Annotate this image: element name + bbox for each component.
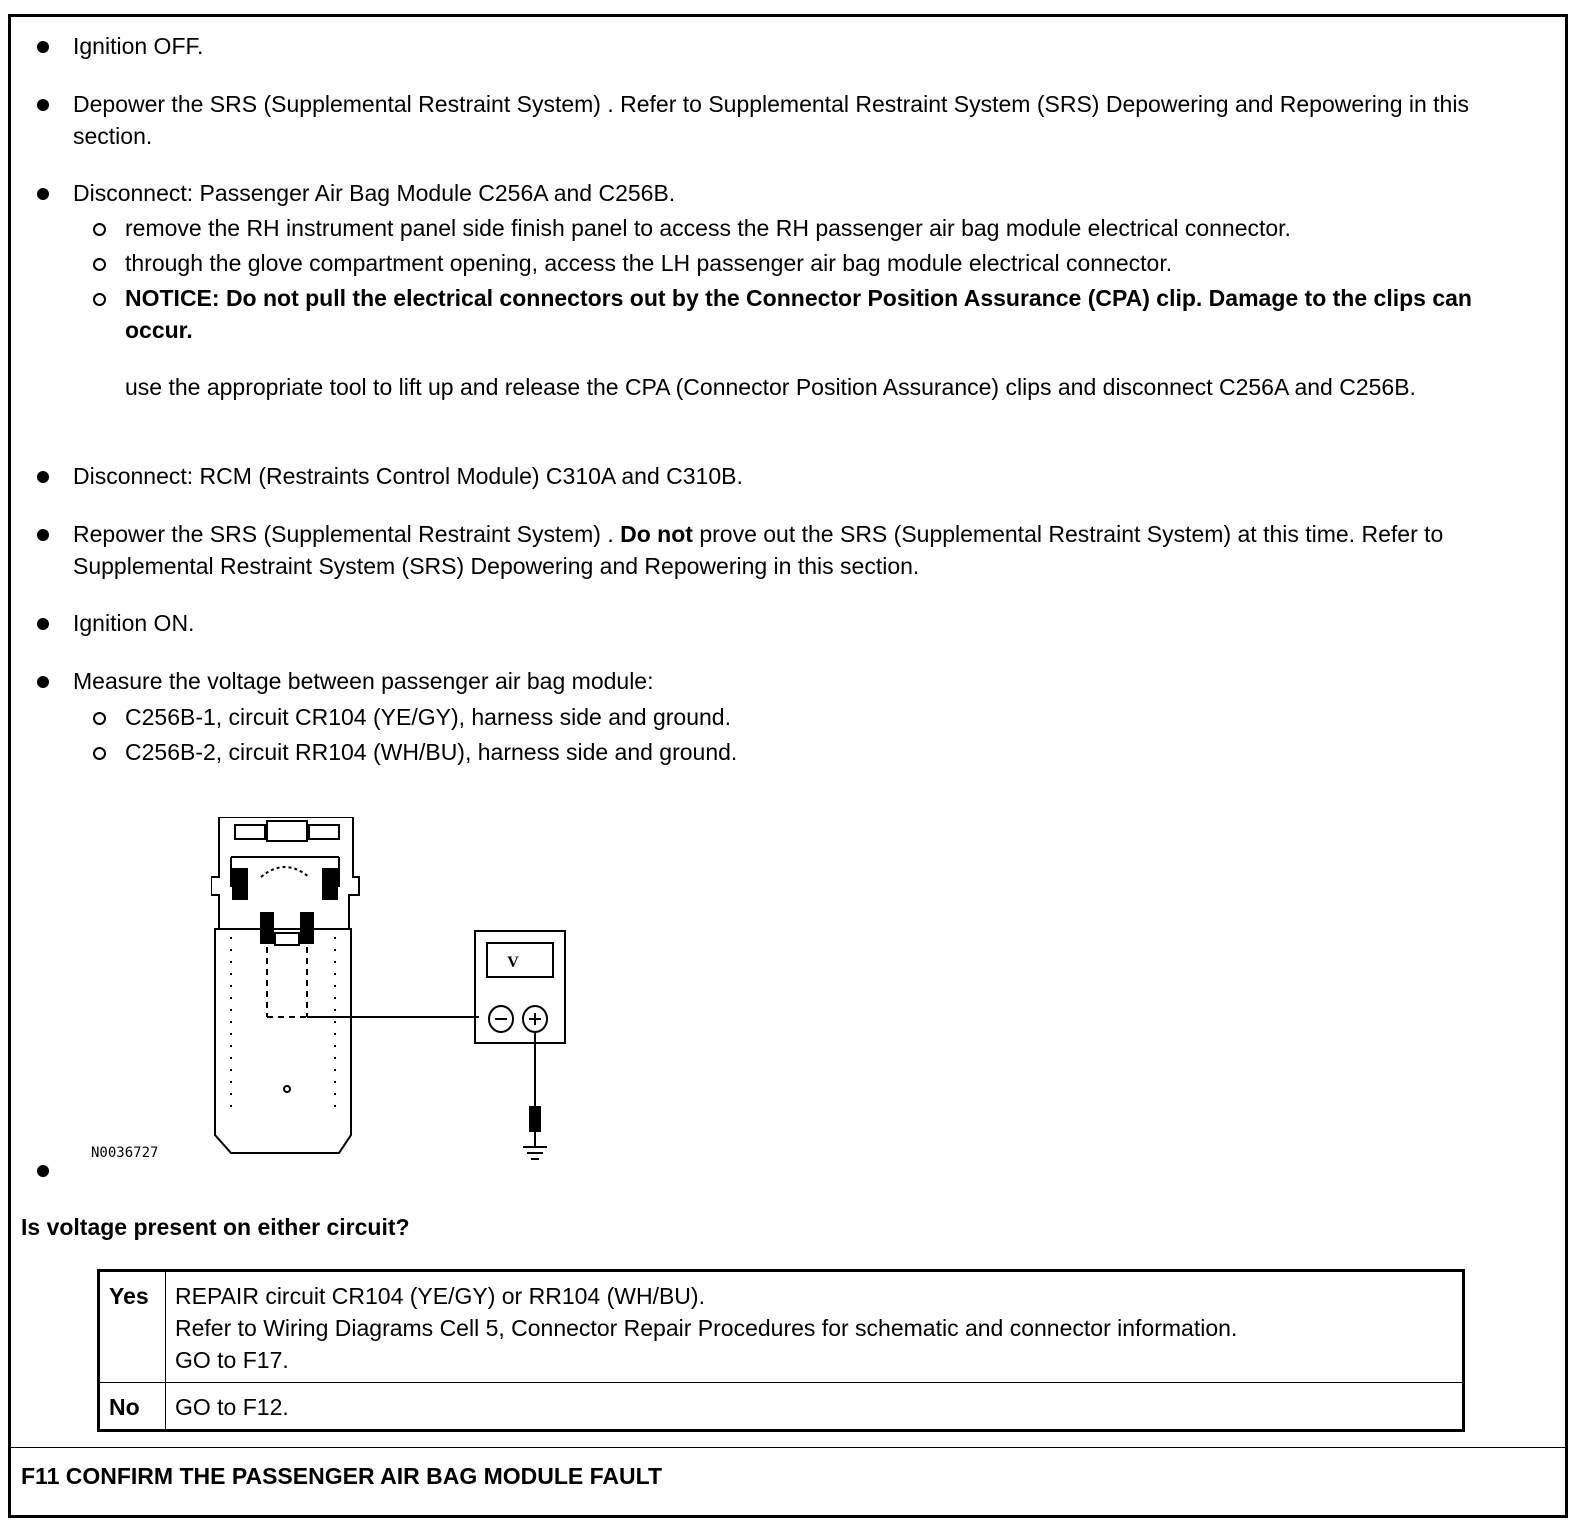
step-depower-srs: Depower the SRS (Supplemental Restraint System) . Refer to Supplemental Restraint System (SRS) Depowering and Repowering in this section. — [73, 91, 1469, 149]
sub-bullet-icon — [93, 747, 106, 760]
substep-c256b-1: C256B-1, circuit CR104 (YE/GY), harness side and ground. — [125, 704, 731, 730]
airbag-module-body — [215, 929, 351, 1153]
substep-glove-compartment: through the glove compartment opening, access the LH passenger air bag module electrical connector. — [125, 250, 1173, 276]
answer-value-no — [166, 1383, 1464, 1431]
bullet-icon — [37, 529, 49, 541]
question: Is voltage present on either circuit? — [21, 1214, 410, 1240]
step-ignition-on: Ignition ON. — [73, 610, 195, 636]
substep-notice: NOTICE: Do not pull the electrical connectors out by the Connector Position Assurance (CPA) clip. Damage to the clips can occur. — [125, 285, 1472, 343]
answer-value-yes — [166, 1271, 1464, 1383]
step-measure-voltage: Measure the voltage between passenger air bag module: — [73, 668, 654, 694]
next-step-header — [11, 1447, 1565, 1516]
answer-yes-line-1: REPAIR circuit CR104 (YE/GY) or RR104 (WH/BU). — [175, 1283, 705, 1309]
answer-no-line-1: GO to F12. — [175, 1394, 289, 1420]
substep-c256b-2: C256B-2, circuit RR104 (WH/BU), harness side and ground. — [125, 739, 738, 765]
bullet-icon — [37, 188, 49, 200]
answer-table — [97, 1269, 1465, 1432]
answer-key-no: No — [99, 1383, 166, 1431]
bullet-icon — [37, 99, 49, 111]
sub-bullet-icon — [93, 712, 106, 725]
sub-bullet-icon — [93, 293, 106, 306]
bullet-icon — [37, 471, 49, 483]
bullet-icon — [37, 618, 49, 630]
substep-remove-panel: remove the RH instrument panel side finish panel to access the RH passenger air bag module electrical connector. — [125, 215, 1291, 241]
answer-key-yes: Yes — [99, 1271, 166, 1383]
step-ignition-off: Ignition OFF. — [73, 33, 204, 59]
voltmeter-display — [487, 943, 553, 977]
figure-label: N0036727 — [91, 1145, 159, 1161]
sub-bullet-icon — [93, 258, 106, 271]
sub-bullet-icon — [93, 223, 106, 236]
ground-symbol — [523, 1147, 547, 1159]
substep-release-cpa: use the appropriate tool to lift up and release the CPA (Connector Position Assurance) clips and disconnect C256A and C256B. — [125, 374, 1416, 400]
step-repower-srs — [73, 518, 1513, 582]
bullet-icon — [37, 676, 49, 688]
answer-row-yes — [99, 1271, 1464, 1383]
answer-yes-line-2: Refer to Wiring Diagrams Cell 5, Connector Repair Procedures for schematic and connector information. — [175, 1315, 1238, 1341]
voltmeter-symbol: V — [507, 954, 519, 971]
repower-text-b: prove out the SRS (Supplemental Restraint System) at this time. Refer to Supplemental Restraint System (SRS) Depowering and Repowering in this section. — [73, 521, 1444, 579]
repower-text-bold: Do not — [620, 521, 693, 547]
bullet-icon — [37, 1165, 49, 1177]
next-step-title: F11 CONFIRM THE PASSENGER AIR BAG MODULE FAULT — [21, 1463, 663, 1489]
connector-voltmeter-diagram — [211, 817, 581, 1167]
repower-text-a: Repower the SRS (Supplemental Restraint System) . — [73, 521, 621, 547]
step-disconnect-rcm: Disconnect: RCM (Restraints Control Module) C310A and C310B. — [73, 463, 743, 489]
procedure-frame — [8, 14, 1568, 1518]
answer-yes-line-3: GO to F17. — [175, 1347, 289, 1373]
bullet-icon — [37, 41, 49, 53]
step-disconnect-c256: Disconnect: Passenger Air Bag Module C256A and C256B. — [73, 180, 676, 206]
voltmeter-body — [475, 931, 565, 1043]
answer-row-no — [99, 1383, 1464, 1431]
